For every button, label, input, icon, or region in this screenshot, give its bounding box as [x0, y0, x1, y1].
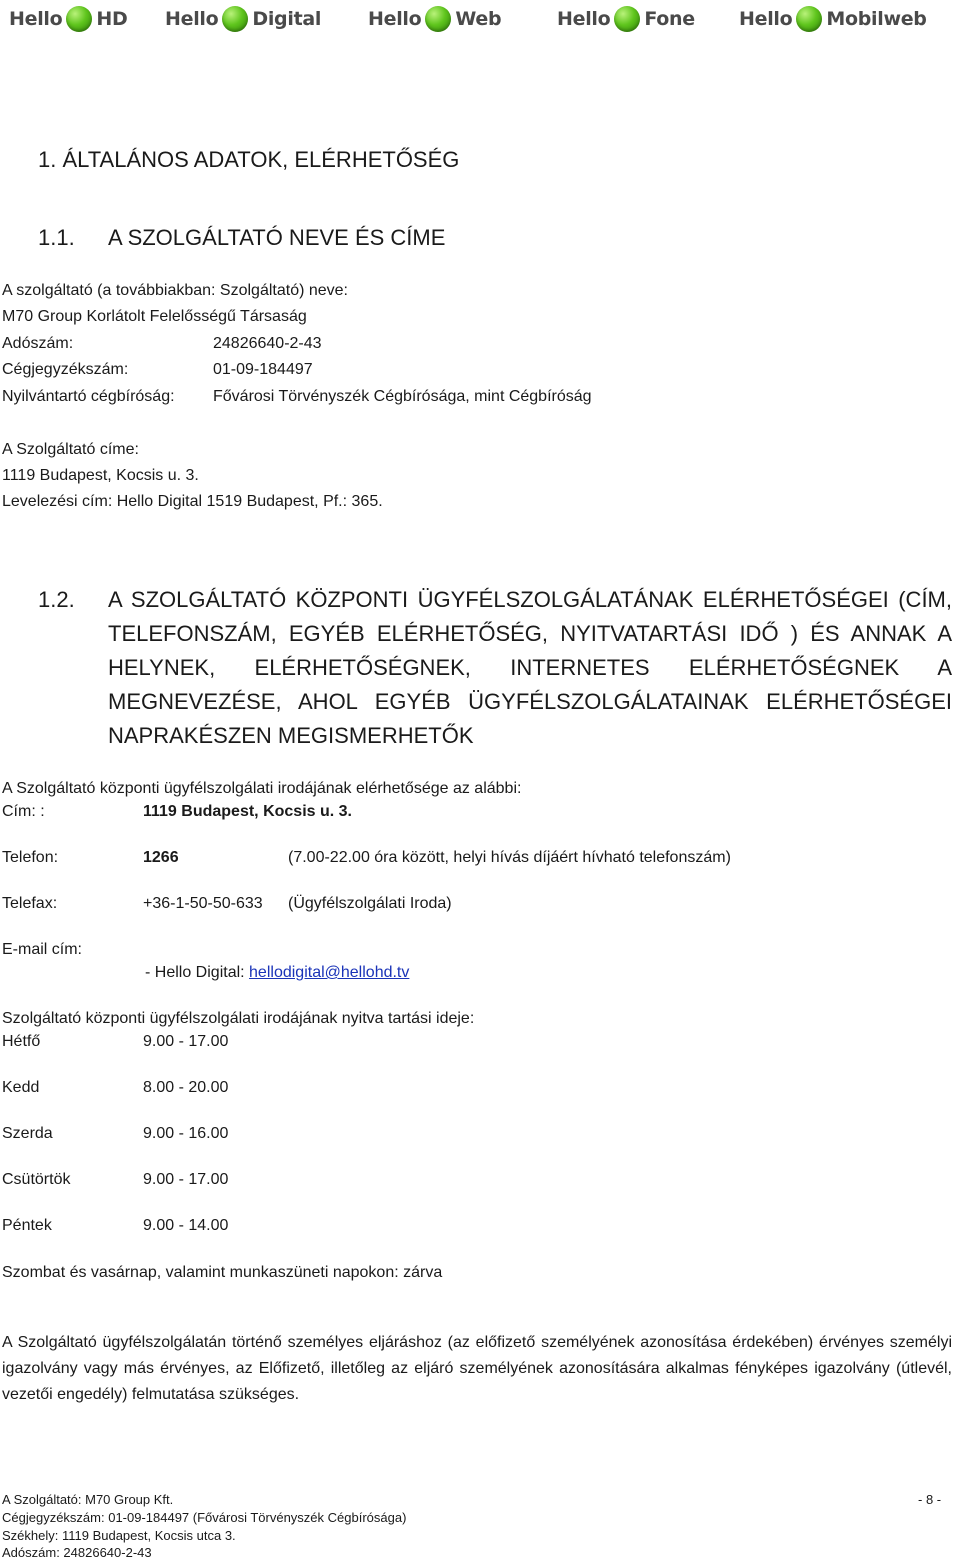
closed-note: Szombat és vasárnap, valamint munkaszüneti napokon: zárva — [2, 1264, 443, 1281]
brand-right-word: Web — [455, 8, 502, 30]
brand-right-word: Fone — [644, 8, 695, 30]
email-line — [145, 963, 409, 983]
personal-id-paragraph: A Szolgáltató ügyfélszolgálatán történő személyes eljáráshoz (az előfizető személyének azonosítása érdekében) érvényes személyi igazolvány vagy más érvényes, az Előfizető, illetőleg az eljáró személyének azonosítására alkalmas fényképes igazolvány (útlevél, vezetői engedély) felmutatása szükséges. — [2, 1334, 952, 1403]
hours-time: 8.00 - 20.00 — [143, 1079, 229, 1096]
brand-hello-mobilweb — [739, 4, 927, 34]
reg-value: 01-09-184497 — [213, 361, 313, 378]
tax-value: 24826640-2-43 — [213, 335, 322, 352]
hello-logo-dot-icon — [425, 6, 451, 32]
tax-label: Adószám: — [2, 335, 74, 352]
section-1-1-title: A SZOLGÁLTATÓ NEVE ÉS CÍME — [108, 225, 446, 250]
footer-registration: Cégjegyzékszám: 01-09-184497 (Fővárosi Törvényszék Cégbírósága) — [2, 1510, 407, 1525]
address-label: A Szolgáltató címe: — [2, 441, 139, 458]
hours-intro: Szolgáltató központi ügyfélszolgálati irodájának nyitva tartási ideje: — [2, 1010, 475, 1027]
brand-right-word: HD — [96, 8, 128, 30]
brand-left-word: Hello — [9, 8, 63, 30]
fax-label: Telefax: — [2, 895, 58, 912]
office-address-value: 1119 Budapest, Kocsis u. 3. — [143, 803, 352, 820]
hello-logo-dot-icon — [222, 6, 248, 32]
hours-time: 9.00 - 16.00 — [143, 1125, 229, 1142]
email-prefix: - Hello Digital: — [145, 964, 250, 981]
brand-hello-fone — [557, 4, 695, 34]
hours-time: 9.00 - 17.00 — [143, 1033, 229, 1050]
hello-logo-dot-icon — [796, 6, 822, 32]
hello-logo-dot-icon — [66, 6, 92, 32]
phone-label: Telefon: — [2, 849, 59, 866]
fax-value: +36-1-50-50-633 — [143, 895, 263, 912]
footer-provider: A Szolgáltató: M70 Group Kft. — [2, 1492, 174, 1507]
footer-tax: Adószám: 24826640-2-43 — [2, 1545, 152, 1560]
court-label: Nyilvántartó cégbíróság: — [2, 388, 175, 405]
hours-time: 9.00 - 14.00 — [143, 1217, 229, 1234]
fax-note: (Ügyfélszolgálati Iroda) — [288, 895, 452, 912]
provider-intro: A szolgáltató (a továbbiakban: Szolgáltató) neve: — [2, 282, 348, 299]
page-number: - 8 - — [918, 1492, 942, 1507]
hours-day: Kedd — [2, 1079, 40, 1096]
company-name: M70 Group Korlátolt Felelősségű Társaság — [2, 308, 307, 325]
brand-left-word: Hello — [368, 8, 422, 30]
court-value: Fővárosi Törvényszék Cégbírósága, mint Cégbíróság — [213, 388, 592, 405]
section-1-1-number: 1.1. — [38, 225, 75, 250]
hours-day: Szerda — [2, 1125, 53, 1142]
reg-label: Cégjegyzékszám: — [2, 361, 129, 378]
brand-header — [0, 0, 960, 38]
hours-day: Péntek — [2, 1217, 52, 1234]
hours-day: Hétfő — [2, 1033, 41, 1050]
hello-logo-dot-icon — [614, 6, 640, 32]
hours-day: Csütörtök — [2, 1171, 71, 1188]
phone-value: 1266 — [143, 849, 179, 866]
hours-time: 9.00 - 17.00 — [143, 1171, 229, 1188]
office-address-label: Cím: : — [2, 803, 45, 820]
section-1-2-title: A SZOLGÁLTATÓ KÖZPONTI ÜGYFÉLSZOLGÁLATÁNAK ELÉRHETŐSÉGEI (CÍM, TELEFONSZÁM, EGYÉB ELÉRHETŐSÉG, NYITVATARTÁSI IDŐ ) ÉS ANNAK A HELYNEK, ELÉRHETŐSÉGNEK, INTERNETES ELÉRHETŐSÉGNEK A MEGNEVEZÉSE, AHOL EGYÉB ÜGYFÉLSZOLGÁLATAINAK ELÉRHETŐSÉGEI NAPRAKÉSZEN MEGISMERHETŐK — [108, 587, 952, 748]
brand-left-word: Hello — [557, 8, 611, 30]
email-link[interactable]: hellodigital@hellohd.tv — [249, 964, 410, 981]
brand-left-word: Hello — [165, 8, 219, 30]
address-value: 1119 Budapest, Kocsis u. 3. — [2, 467, 199, 484]
brand-right-word: Mobilweb — [826, 8, 927, 30]
section-1-title: 1. ÁLTALÁNOS ADATOK, ELÉRHETŐSÉG — [38, 147, 460, 172]
office-intro: A Szolgáltató központi ügyfélszolgálati irodájának elérhetősége az alábbi: — [2, 780, 522, 797]
brand-right-word: Digital — [252, 8, 322, 30]
postal-address: Levelezési cím: Hello Digital 1519 Budapest, Pf.: 365. — [2, 493, 383, 510]
brand-hello-digital — [165, 4, 321, 34]
section-1-2-number: 1.2. — [38, 587, 75, 612]
brand-left-word: Hello — [739, 8, 793, 30]
phone-note: (7.00-22.00 óra között, helyi hívás díjáért hívható telefonszám) — [288, 849, 731, 866]
footer-seat: Székhely: 1119 Budapest, Kocsis utca 3. — [2, 1528, 236, 1543]
brand-hello-web — [368, 4, 501, 34]
brand-hello-hd — [9, 4, 127, 34]
email-label: E-mail cím: — [2, 941, 82, 958]
